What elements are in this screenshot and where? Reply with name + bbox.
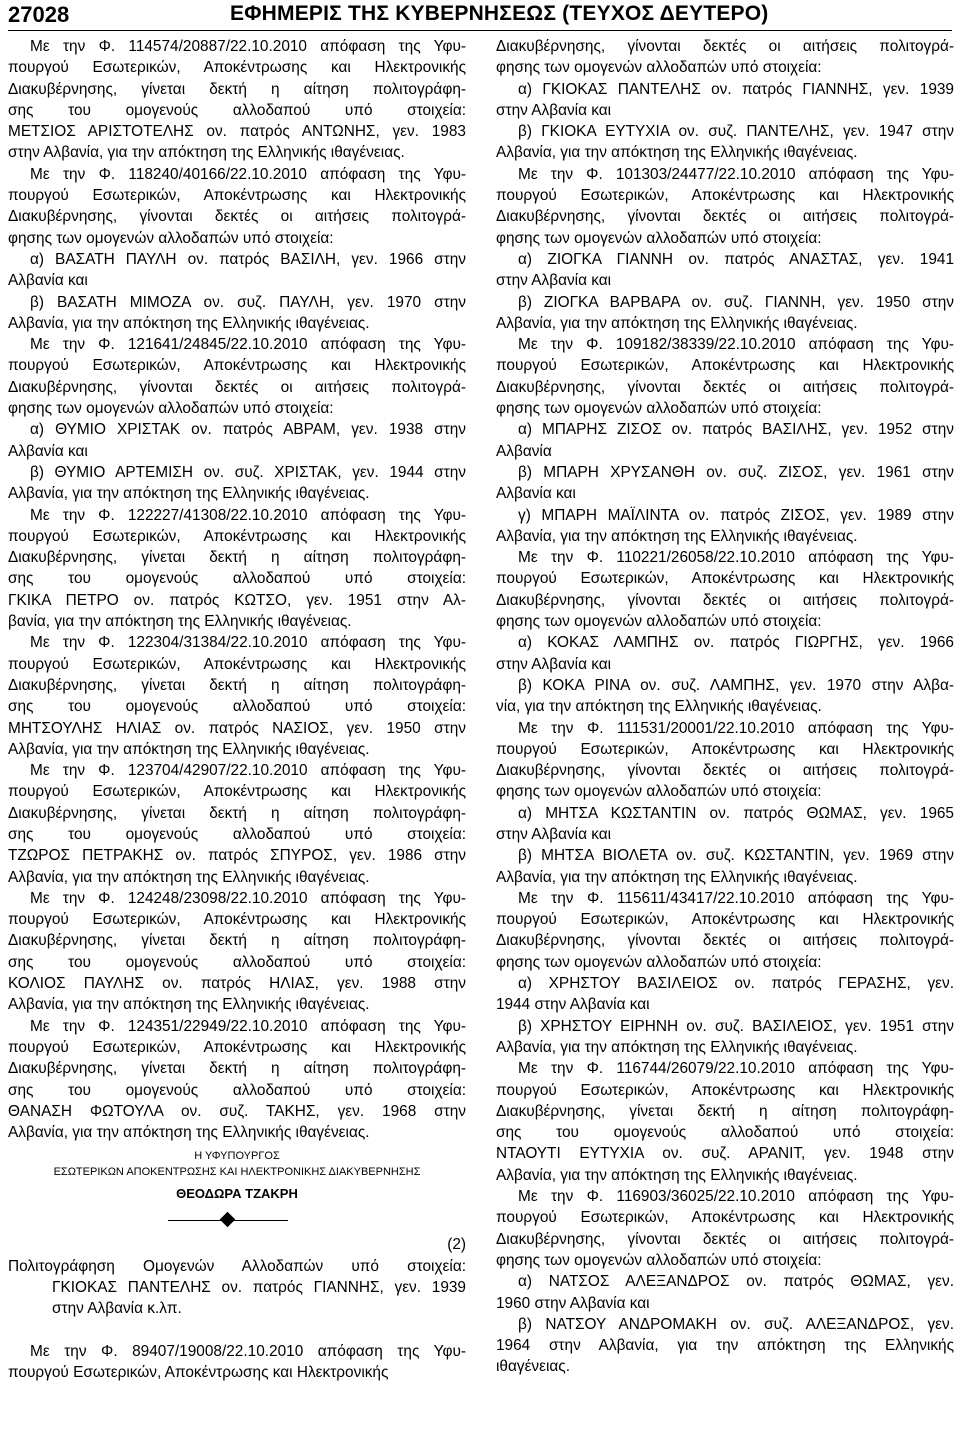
text-line: ιθαγένειας. (496, 1358, 570, 1376)
text-line: α) ΜΗΤΣΑ ΚΩΣΤΑΝΤΙΝ ον. πατρός ΘΩΜΑΣ, γεν. 1965 (518, 804, 954, 822)
text-line: νία, για την απόκτηση της Ελληνικής ιθαγένειας. (496, 698, 822, 716)
header-rule (8, 30, 952, 31)
journal-title: ΕΦΗΜΕΡΙΣ ΤΗΣ ΚΥΒΕΡΝΗΣΕΩΣ (ΤΕΥΧΟΣ ΔΕΥΤΕΡΟ) (230, 2, 769, 25)
text-line: β) ΘΥΜΙΟ ΑΡΤΕΜΙΣΗ ον. συζ. ΧΡΙΣΤΑΚ, γεν. 1944 στην (30, 463, 466, 481)
text-line: στην Αλβανία και (496, 655, 612, 673)
text-line: ΝΤΑΟΥΤΙ ΕΥΤΥΧΙΑ ον. συζ. ΑΡΑΝΙΤ, γεν. 1948 στην (496, 1145, 954, 1163)
text-line: Διακυβέρνησης, γίνονται δεκτές οι αιτήσεις πολιτογρά- (496, 591, 954, 609)
text-line: Με την Φ. 124351/22949/22.10.2010 απόφαση της Υφυ- (30, 1017, 466, 1035)
text-line: Διακυβέρνησης, γίνονται δεκτές οι αιτήσεις πολιτογρά- (496, 38, 954, 55)
text-line: Διακυβέρνησης, γίνεται δεκτή η αίτηση πολιτογράφη- (496, 1102, 954, 1120)
text-line: Αλβανία, για την απόκτηση της Ελληνικής ιθαγένειας. (496, 1166, 858, 1184)
text-line: Με την Φ. 123704/42907/22.10.2010 απόφαση της Υφυ- (30, 762, 466, 780)
text-line: πουργού Εσωτερικών, Αποκέντρωσης και Ηλεκτρονικής (8, 1364, 389, 1382)
text-line: φησης των ομογενών αλλοδαπών υπό στοιχεία: (496, 59, 822, 77)
text-line: Διακυβέρνησης, γίνονται δεκτές οι αιτήσεις πολιτογρά- (8, 378, 466, 396)
text-line: πουργού Εσωτερικών, Αποκέντρωσης και Ηλεκτρονικής (8, 527, 466, 545)
text-line: ΤΖΩΡΟΣ ΠΕΤΡΑΚΗΣ ον. πατρός ΣΠΥΡΟΣ, γεν. 1986 στην (8, 847, 466, 865)
text-line: φησης των ομογενών αλλοδαπών υπό στοιχεία: (8, 229, 334, 247)
text-line: Αλβανία και (496, 485, 576, 503)
right-text-block (496, 36, 954, 1378)
text-line: Διακυβέρνησης, γίνεται δεκτή η αίτηση πολιτογράφη- (8, 549, 466, 567)
text-line: β) ΜΗΤΣΑ ΒΙΟΛΕΤΑ ον. συζ. ΚΩΣΤΑΝΤΙΝ, γεν. 1969 στην (518, 847, 954, 865)
text-line: ΜΕΤΣΙΟΣ ΑΡΙΣΤΟΤΕΛΗΣ ον. πατρός ΑΝΤΩΝΗΣ, γεν. 1983 (8, 123, 466, 141)
text-line: Αλβανία, για την απόκτηση της Ελληνικής ιθαγένειας. (8, 996, 370, 1014)
text-line: πουργού Εσωτερικών, Αποκέντρωσης και Ηλεκτρονικής (496, 1081, 954, 1099)
text-line: σης του ομογενούς αλλοδαπού υπό στοιχεία: (8, 825, 466, 843)
left-column (8, 36, 466, 1384)
text-line: πουργού Εσωτερικών, Αποκέντρωσης και Ηλεκτρονικής (496, 570, 954, 588)
text-line: β) ΒΑΣΑΤΗ ΜΙΜΟΖΑ ον. συζ. ΠΑΥΛΗ, γεν. 1970 στην (30, 293, 466, 311)
text-line: Διακυβέρνησης, γίνονται δεκτές οι αιτήσεις πολιτογρά- (496, 378, 954, 396)
text-line: Διακυβέρνησης, γίνεται δεκτή η αίτηση πολιτογράφη- (8, 932, 466, 950)
section-number: (2) (447, 1236, 466, 1254)
text-line: πουργού Εσωτερικών, Αποκέντρωσης και Ηλεκτρονικής (496, 357, 954, 375)
text-line: Αλβανία και (8, 272, 88, 290)
text-line: β) ΓΚΙΟΚΑ ΕΥΤΥΧΙΑ ον. συζ. ΠΑΝΤΕΛΗΣ, γεν. 1947 στην (518, 123, 954, 141)
text-line: φησης των ομογενών αλλοδαπών υπό στοιχεία: (496, 229, 822, 247)
text-line: Πολιτογράφηση Ομογενών Αλλοδαπών υπό στοιχεία: (8, 1257, 466, 1275)
left-text-block-end (8, 1341, 466, 1384)
text-line: ΜΗΤΣΟΥΛΗΣ ΗΛΙΑΣ ον. πατρός ΝΑΣΙΟΣ, γεν. 1950 στην (8, 719, 466, 737)
text-line: Αλβανία (496, 442, 552, 460)
text-line: στην Αλβανία και (496, 272, 612, 290)
text-line: Αλβανία, για την απόκτηση της Ελληνικής ιθαγένειας. (8, 868, 370, 886)
text-line: Αλβανία, για την απόκτηση της Ελληνικής ιθαγένειας. (496, 868, 858, 886)
text-line: Με την Φ. 101303/24477/22.10.2010 απόφαση της Υφυ- (518, 165, 954, 183)
signature-name: ΘΕΟΔΩΡΑ ΤΖΑΚΡΗ (176, 1186, 298, 1202)
text-line: ΓΚΙΚΑ ΠΕΤΡΟ ον. πατρός ΚΩΤΣΟ, γεν. 1951 στην Αλ- (8, 591, 466, 609)
text-line: πουργού Εσωτερικών, Αποκέντρωσης και Ηλεκτρονικής (496, 911, 954, 929)
text-line: ΘΑΝΑΣΗ ΦΩΤΟΥΛΑ ον. συζ. ΤΑΚΗΣ, γεν. 1968 στην (8, 1102, 466, 1120)
text-line: στην Αλβανία και (496, 101, 612, 119)
text-line: Διακυβέρνησης, γίνονται δεκτές οι αιτήσεις πολιτογρά- (496, 932, 954, 950)
text-line: Διακυβέρνησης, γίνεται δεκτή η αίτηση πολιτογράφη- (8, 804, 466, 822)
text-line: α) ΧΡΗΣΤΟΥ ΒΑΣΙΛΕΙΟΣ ον. πατρός ΓΕΡΑΣΗΣ, γεν. (518, 975, 954, 993)
text-line: πουργού Εσωτερικών, Αποκέντρωσης και Ηλεκτρονικής (496, 740, 954, 758)
text-line: β) ΚΟΚΑ ΡΙΝΑ ον. συζ. ΛΑΜΠΗΣ, γεν. 1970 στην Αλβα- (518, 676, 954, 694)
text-line: Διακυβέρνησης, γίνεται δεκτή η αίτηση πολιτογράφη- (8, 1060, 466, 1078)
text-line: φησης των ομογενών αλλοδαπών υπό στοιχεία: (496, 1251, 822, 1269)
text-line: πουργού Εσωτερικών, Αποκέντρωσης και Ηλεκτρονικής (496, 1209, 954, 1227)
text-line: 1960 στην Αλβανία και (496, 1294, 650, 1312)
text-line: φησης των ομογενών αλλοδαπών υπό στοιχεία: (496, 783, 822, 801)
text-line: πουργού Εσωτερικών, Αποκέντρωσης και Ηλεκτρονικής (8, 655, 466, 673)
text-line: Αλβανία και (8, 442, 88, 460)
text-line: α) ΘΥΜΙΟ ΧΡΙΣΤΑΚ ον. πατρός ΑΒΡΑΜ, γεν. 1938 στην (30, 421, 466, 439)
text-line: Διακυβέρνησης, γίνεται δεκτή η αίτηση πολιτογράφη- (8, 676, 466, 694)
text-line: πουργού Εσωτερικών, Αποκέντρωσης και Ηλεκτρονικής (8, 911, 466, 929)
text-line: β) ΧΡΗΣΤΟΥ ΕΙΡΗΝΗ ον. συζ. ΒΑΣΙΛΕΙΟΣ, γεν. 1951 στην (518, 1017, 954, 1035)
text-line: ΚΟΛΙΟΣ ΠΑΥΛΗΣ ον. πατρός ΗΛΙΑΣ, γεν. 1988 στην (8, 975, 466, 993)
text-line: Διακυβέρνησης, γίνονται δεκτές οι αιτήσεις πολιτογρά- (496, 1230, 954, 1248)
text-line: α) ΚΟΚΑΣ ΛΑΜΠΗΣ ον. πατρός ΓΙΩΡΓΗΣ, γεν. 1966 (518, 634, 954, 652)
text-line: φησης των ομογενών αλλοδαπών υπό στοιχεία: (496, 953, 822, 971)
text-line: πουργού Εσωτερικών, Αποκέντρωσης και Ηλεκτρονικής (8, 1038, 466, 1056)
section-summary (8, 1256, 466, 1320)
text-line: Διακυβέρνησης, γίνονται δεκτές οι αιτήσεις πολιτογρά- (496, 208, 954, 226)
page-number: 27028 (8, 2, 70, 27)
text-line: Αλβανία, για την απόκτηση της Ελληνικής ιθαγένειας. (496, 527, 858, 545)
text-line: σης του ομογενούς αλλοδαπού υπό στοιχεία: (8, 570, 466, 588)
text-line: σης του ομογενούς αλλοδαπού υπό στοιχεία: (8, 1081, 466, 1099)
text-line: β) ΖΙΟΓΚΑ ΒΑΡΒΑΡΑ ον. συζ. ΓΙΑΝΝΗ, γεν. 1950 στην (518, 293, 954, 311)
text-line: βανία, για την απόκτηση της Ελληνικής ιθαγένειας. (8, 613, 352, 631)
text-line: Διακυβέρνησης, γίνονται δεκτές οι αιτήσεις πολιτογρά- (496, 762, 954, 780)
text-line: Με την Φ. 114574/20887/22.10.2010 απόφαση της Υφυ- (30, 38, 466, 55)
text-line: Με την Φ. 118240/40166/22.10.2010 απόφαση της Υφυ- (30, 165, 466, 183)
text-line: Αλβανία, για την απόκτηση της Ελληνικής ιθαγένειας. (8, 485, 370, 503)
signature-role: Η ΥΦΥΠΟΥΡΓΟΣ (194, 1150, 280, 1163)
text-line: β) ΜΠΑΡΗ ΧΡΥΣΑΝΘΗ ον. συζ. ΖΙΣΟΣ, γεν. 1961 στην (518, 463, 954, 481)
text-line: φησης των ομογενών αλλοδαπών υπό στοιχεία: (8, 400, 334, 418)
text-line: Με την Φ. 116744/26079/22.10.2010 απόφαση της Υφυ- (518, 1060, 954, 1078)
text-line: Με την Φ. 89407/19008/22.10.2010 απόφαση της Υφυ- (30, 1342, 466, 1360)
text-line: σης του ομογενούς αλλοδαπού υπό στοιχεία: (8, 101, 466, 119)
left-text-block (8, 36, 466, 1143)
diamond-ornament-icon (220, 1212, 236, 1228)
page-header (8, 0, 952, 32)
text-line: Με την Φ. 121641/24845/22.10.2010 απόφαση της Υφυ- (30, 336, 466, 354)
text-line: Με την Φ. 115611/43417/22.10.2010 απόφαση της Υφυ- (518, 889, 954, 907)
text-line: Με την Φ. 116903/36025/22.10.2010 απόφαση της Υφυ- (518, 1188, 954, 1206)
text-line: πουργού Εσωτερικών, Αποκέντρωσης και Ηλεκτρονικής (8, 187, 466, 205)
text-line: πουργού Εσωτερικών, Αποκέντρωσης και Ηλεκτρονικής (496, 187, 954, 205)
text-line: στην Αλβανία, για την απόκτηση της Ελληνικής ιθαγένειας. (8, 144, 405, 162)
text-line: 1964 στην Αλβανία, για την απόκτηση της Ελληνικής (496, 1337, 954, 1355)
text-line: ΓΚΙΟΚΑΣ ΠΑΝΤΕΛΗΣ ον. πατρός ΓΙΑΝΝΗΣ, γεν. 1939 (52, 1279, 466, 1297)
text-line: Αλβανία, για την απόκτηση της Ελληνικής ιθαγένειας. (8, 1124, 370, 1142)
text-line: σης του ομογενούς αλλοδαπού υπό στοιχεία: (496, 1124, 954, 1142)
blank-line (8, 1320, 466, 1341)
text-line: Με την Φ. 122227/41308/22.10.2010 απόφαση της Υφυ- (30, 506, 466, 524)
text-line: Με την Φ. 109182/38339/22.10.2010 απόφαση της Υφυ- (518, 336, 954, 354)
text-line: Με την Φ. 124248/23098/22.10.2010 απόφαση της Υφυ- (30, 889, 466, 907)
text-line: α) ΜΠΑΡΗΣ ΖΙΣΟΣ ον. πατρός ΒΑΣΙΛΗΣ, γεν. 1952 στην (518, 421, 954, 439)
text-line: α) ΝΑΤΣΟΣ ΑΛΕΞΑΝΔΡΟΣ ον. πατρός ΘΩΜΑΣ, γεν. (518, 1273, 954, 1291)
text-line: Αλβανία, για την απόκτηση της Ελληνικής ιθαγένειας. (496, 1038, 858, 1056)
text-line: πουργού Εσωτερικών, Αποκέντρωσης και Ηλεκτρονικής (8, 59, 466, 77)
section-divider (8, 1208, 466, 1234)
text-line: στην Αλβανία κ.λπ. (52, 1300, 182, 1318)
text-line: α) ΖΙΟΓΚΑ ΓΙΑΝΝΗ ον. πατρός ΑΝΑΣΤΑΣ, γεν. 1941 (518, 250, 954, 268)
text-line: Διακυβέρνησης, γίνονται δεκτές οι αιτήσεις πολιτογρά- (8, 208, 466, 226)
text-line: α) ΒΑΣΑΤΗ ΠΑΥΛΗ ον. πατρός ΒΑΣΙΛΗ, γεν. 1966 στην (30, 250, 466, 268)
text-line: Με την Φ. 111531/20001/22.10.2010 απόφαση της Υφυ- (518, 719, 954, 737)
text-line: φησης των ομογενών αλλοδαπών υπό στοιχεία: (496, 400, 822, 418)
text-line: Με την Φ. 122304/31384/22.10.2010 απόφαση της Υφυ- (30, 634, 466, 652)
text-line: Αλβανία, για την απόκτηση της Ελληνικής ιθαγένειας. (8, 314, 370, 332)
text-line: στην Αλβανία και (496, 825, 612, 843)
text-line: Αλβανία, για την απόκτηση της Ελληνικής ιθαγένειας. (496, 144, 858, 162)
text-line: Διακυβέρνησης, γίνεται δεκτή η αίτηση πολιτογράφη- (8, 80, 466, 98)
text-line: α) ΓΚΙΟΚΑΣ ΠΑΝΤΕΛΗΣ ον. πατρός ΓΙΑΝΝΗΣ, γεν. 1939 (518, 80, 954, 98)
text-line: β) ΝΑΤΣΟΥ ΑΝΔΡΟΜΑΚΗ ον. συζ. ΑΛΕΞΑΝΔΡΟΣ, γεν. (518, 1315, 954, 1333)
text-line: Αλβανία, για την απόκτηση της Ελληνικής ιθαγένειας. (496, 314, 858, 332)
signature-ministry: ΕΣΩΤΕΡΙΚΩΝ ΑΠΟΚΕΝΤΡΩΣΗΣ ΚΑΙ ΗΛΕΚΤΡΟΝΙΚΗΣ ΔΙΑΚΥΒΕΡΝΗΣΗΣ (53, 1166, 421, 1179)
text-line: σης του ομογενούς αλλοδαπού υπό στοιχεία: (8, 953, 466, 971)
text-line: σης του ομογενούς αλλοδαπού υπό στοιχεία: (8, 698, 466, 716)
text-line: φησης των ομογενών αλλοδαπών υπό στοιχεία: (496, 613, 822, 631)
text-line: πουργού Εσωτερικών, Αποκέντρωσης και Ηλεκτρονικής (8, 783, 466, 801)
text-line: Αλβανία, για την απόκτηση της Ελληνικής ιθαγένειας. (8, 740, 370, 758)
text-line: γ) ΜΠΑΡΗ ΜΑΪΛΙΝΤΑ ον. πατρός ΖΙΣΟΣ, γεν. 1989 στην (518, 506, 954, 524)
text-line: 1944 στην Αλβανία και (496, 996, 650, 1014)
right-column (496, 36, 954, 1378)
text-line: πουργού Εσωτερικών, Αποκέντρωσης και Ηλεκτρονικής (8, 357, 466, 375)
text-line: Με την Φ. 110221/26058/22.10.2010 απόφαση της Υφυ- (518, 549, 954, 567)
